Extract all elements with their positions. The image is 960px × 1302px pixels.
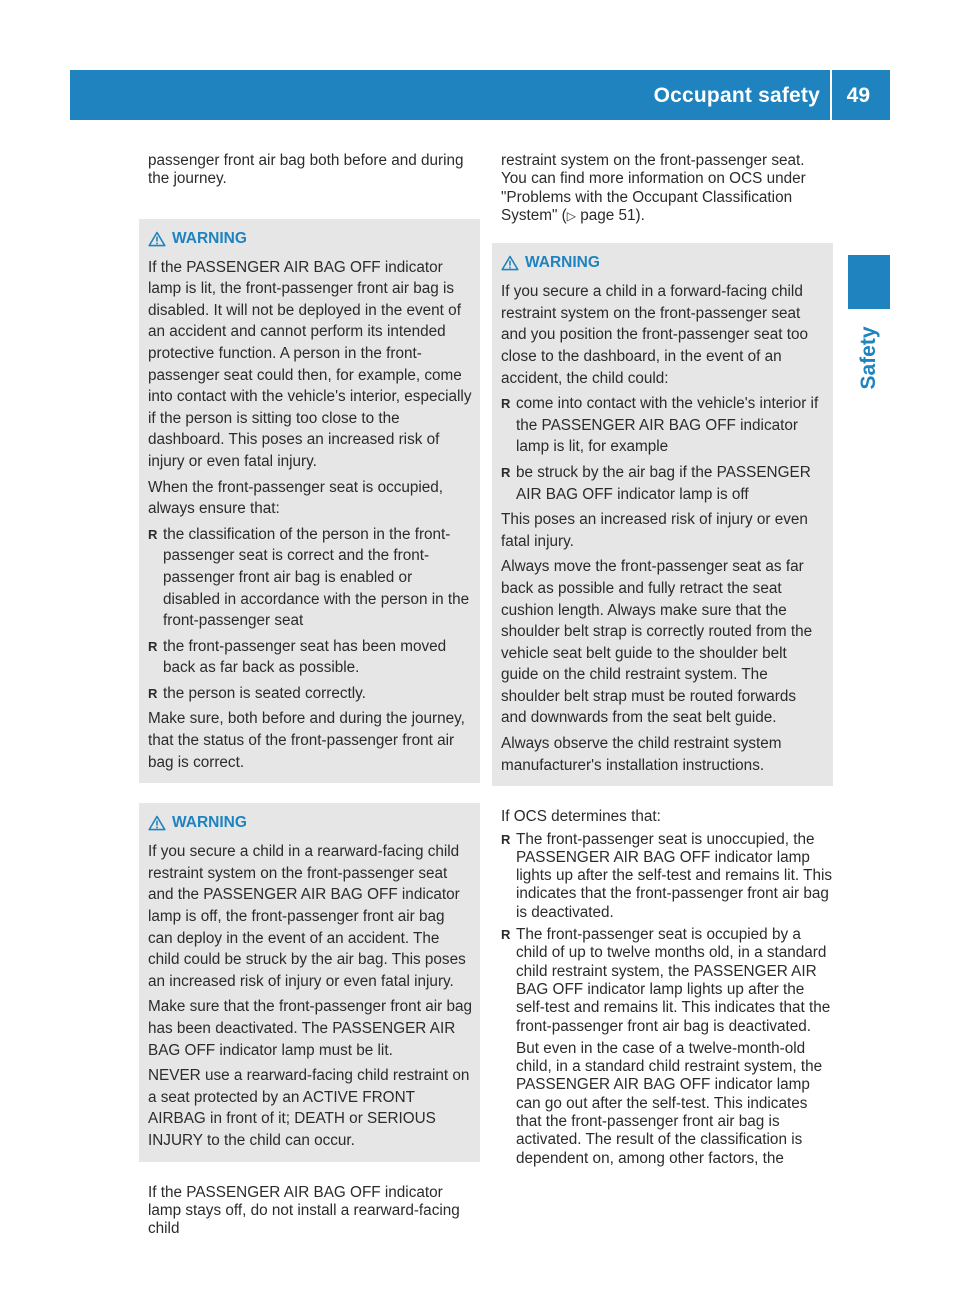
left-intro-text: passenger front air bag both before and during the journey. [148,152,464,188]
ocs-intro-text: If OCS determines that: [501,808,661,826]
warning-paragraph: Make sure, both before and during the journey, that the status of the front-passenger front air bag is correct. [148,710,465,771]
warning-paragraph: If you secure a child in a forward-facing child restraint system on the front-passenger seat and you position the front-passenger seat too close to the dashboard, in the event of an accident, the child could: [501,283,808,387]
page-number: 49 [846,84,870,107]
warning-bullet-list [501,393,825,505]
list-item: R be struck by the air bag if the PASSENGER AIR BAG OFF indicator lamp is off [501,462,825,505]
left-outro-text: If the PASSENGER AIR BAG OFF indicator lamp stays off, do not install a rearward-facing child [148,1183,460,1238]
page-header [70,70,890,120]
side-tab-label [848,318,890,398]
warning-paragraph: When the front-passenger seat is occupied, always ensure that: [148,478,444,518]
warning-box-2 [139,803,480,1161]
warning-title-text: WARNING [172,814,247,832]
list-item: R the classification of the person in the front-passenger seat is correct and the front-passenger front air bag is enabled or disabled in accordance with the person in the front-passenger seat [148,524,472,632]
warning-paragraph: Always move the front-passenger seat as far back as possible and fully retract the seat cushion length. Always make sure that the shoulder belt strap is correctly routed from the vehicle seat belt guide to the shoulder belt guide on the child restraint system. The shoulder belt strap must be routed forwards and downwards from the seat belt guide. [501,558,813,727]
warning-title-text: WARNING [525,254,600,272]
warning-title [148,811,472,835]
left-column [148,152,480,1238]
warning-box-3 [492,243,833,786]
list-item: R The front-passenger seat is unoccupied, the PASSENGER AIR BAG OFF indicator lamp lights up after the self-test and remains lit. This indicates that the front-passenger front air bag is deactivated. [501,831,833,922]
list-item: R come into contact with the vehicle's interior if the PASSENGER AIR BAG OFF indicator lamp is lit, for example [501,393,825,458]
warning-title [501,251,825,275]
warning-triangle-icon [148,815,166,831]
warning-paragraph: NEVER use a rearward-facing child restraint on a seat protected by an ACTIVE FRONT AIRBAG in front of it; DEATH or SERIOUS INJURY to the child can occur. [148,1067,470,1149]
side-tab-marker [848,255,890,309]
warning-bullet-list [148,524,472,705]
warning-paragraph: Make sure that the front-passenger front air bag has been deactivated. The PASSENGER AIR BAG OFF indicator lamp must be lit. [148,998,472,1059]
warning-triangle-icon [501,255,519,271]
warning-paragraph: Always observe the child restraint system manufacturer's installation instructions. [501,735,782,774]
warning-paragraph: If you secure a child in a rearward-facing child restraint system on the front-passenger seat and the PASSENGER AIR BAG OFF indicator lamp is off, the front-passenger front air bag can deploy in the event of an accident. The child could be struck by the air bag. This poses an increased risk of injury or even fatal injury. [148,843,466,990]
right-column [501,152,833,1172]
side-tab-text: Safety [857,326,880,390]
header-divider [830,70,832,120]
warning-title [148,227,472,251]
list-item: R the front-passenger seat has been moved back as far back as possible. [148,636,472,679]
warning-title-text: WARNING [172,229,247,247]
warning-paragraph: If the PASSENGER AIR BAG OFF indicator lamp is lit, the front-passenger front air bag is disabled. It will not be deployed in the event of an accident and cannot perform its intended protective function. A person in the front-passenger seat could then, for example, come into contact with the vehicle's interior, especially if the person is sitting too close to the dashboard. This poses an increased risk of injury or even fatal injury. [148,258,472,470]
list-item-subparagraph: But even in the case of a twelve-month-old child, in a standard child restraint system, the PASSENGER AIR BAG OFF indicator lamp can go out after the self-test. This indicates that the front-passenger front air bag is activated. The result of the classification is dependent on, among other factors, the [516,1039,823,1167]
warning-triangle-icon [148,231,166,247]
warning-box-1 [139,219,480,784]
list-item-text: The front-passenger seat is occupied by a child of up to twelve months old, in a standard child restraint system, the PASSENGER AIR BAG OFF indicator lamp lights up after the self-test and remains lit. This indicates that the front-passenger front air bag is deactivated. [516,926,831,1035]
warning-paragraph: This poses an increased risk of injury or even fatal injury. [501,511,808,550]
page-reference-link[interactable]: page 51). [576,206,645,224]
list-item [501,926,833,1168]
right-intro-text [501,152,833,225]
list-item: R the person is seated correctly. [148,683,472,705]
ocs-bullet-list [501,831,833,1168]
section-title: Occupant safety [653,84,820,107]
page-reference-arrow-icon: ▷ [566,208,577,223]
intro-text: restraint system on the front-passenger seat. You can find more information on OCS under "Problems with the Occupant Classification System" ( [501,152,806,224]
